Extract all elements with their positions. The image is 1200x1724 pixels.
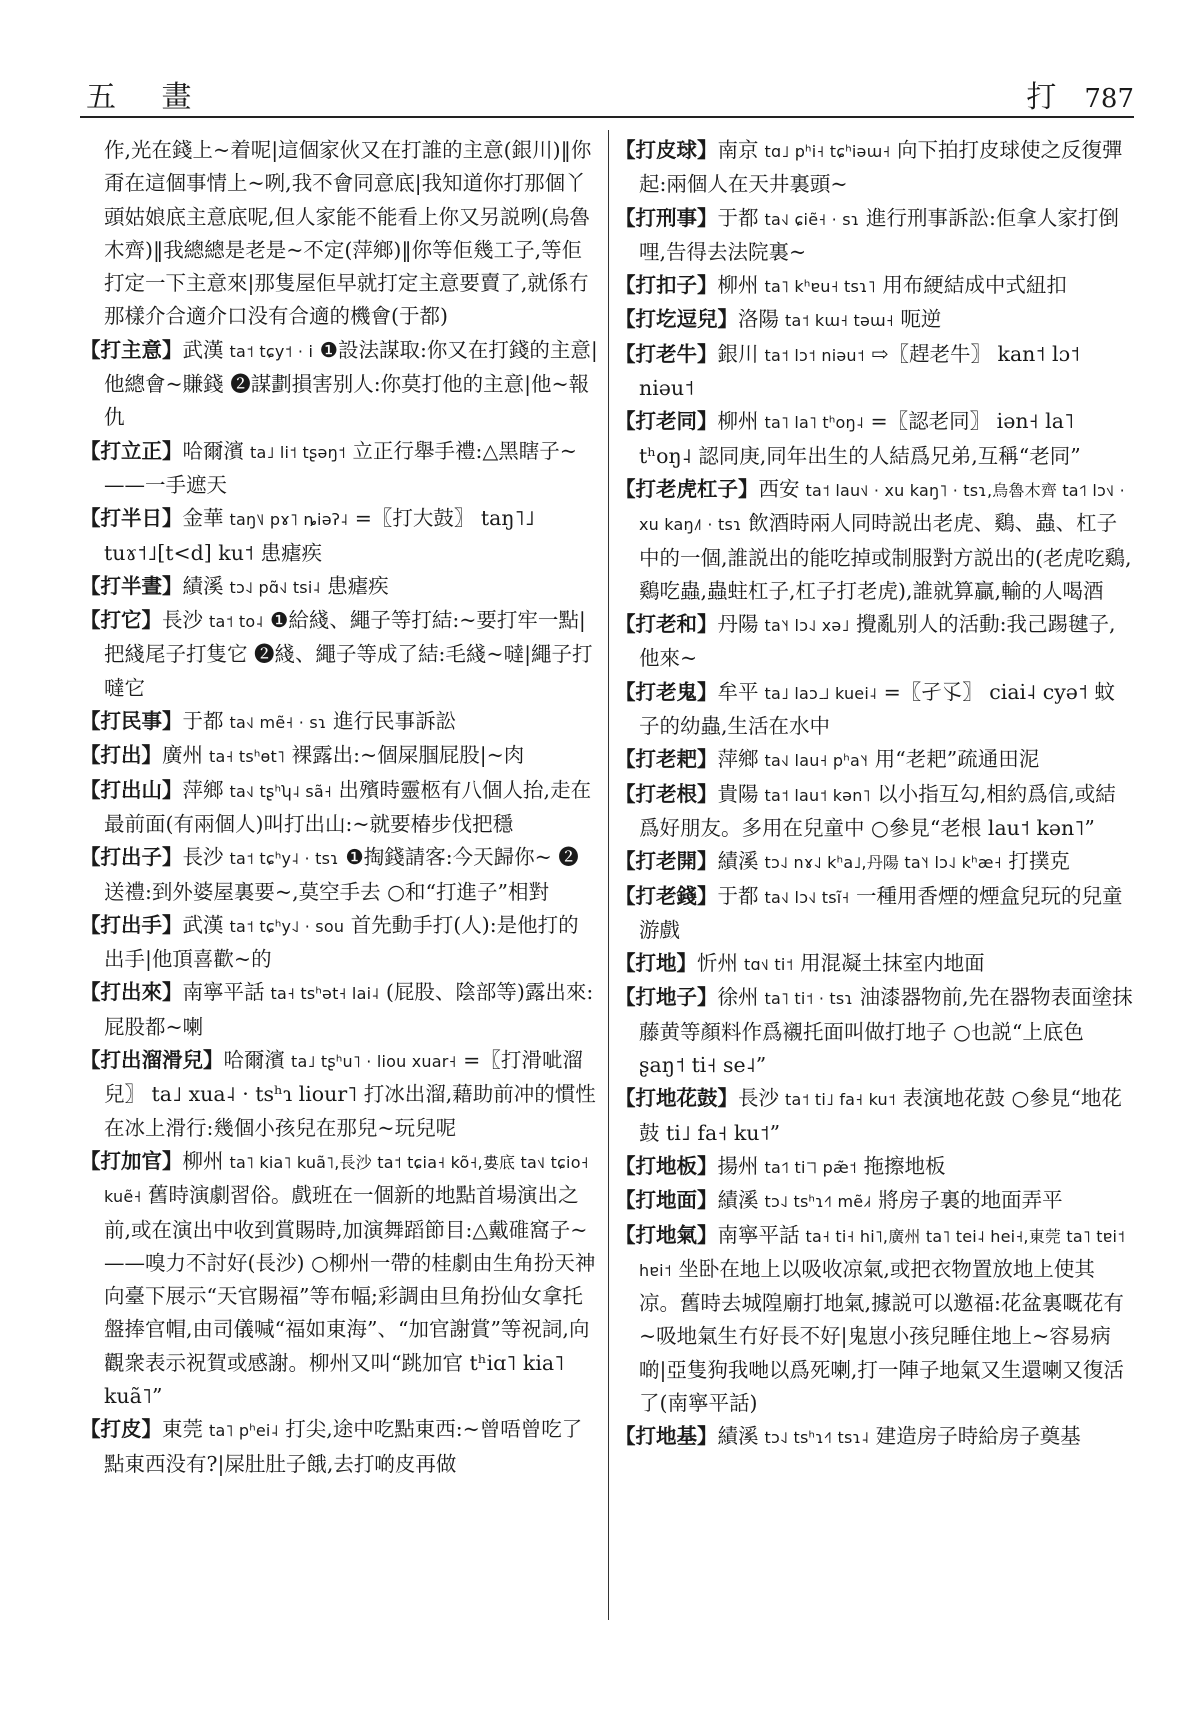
entry-definition: 打撲克 xyxy=(1001,849,1070,874)
entry-pronunciation: tɔ˨˩ tsʰɿ˧˥ tsɿ˨ xyxy=(764,1428,870,1448)
entry-pronunciation: ta˧˩ tʂʰʮ˨ sã˧ xyxy=(229,781,333,801)
entry-headword: 【打刑事】 xyxy=(615,205,718,230)
entry-definition: 出殯時靈柩有八個人抬,走在最前面(有兩個人)叫打出山:~就要椿步伐把穩 xyxy=(104,777,592,836)
entry-headword: 【打半日】 xyxy=(80,506,183,531)
dictionary-entry xyxy=(80,334,598,435)
entry-headword: 【打主意】 xyxy=(80,337,183,362)
entry-pronunciation: taŋ˥˩ pɤ˥ ȵiəʔ˨ xyxy=(229,510,349,530)
entry-headword: 【打半晝】 xyxy=(80,573,183,598)
entry-headword: 【打出手】 xyxy=(80,912,183,937)
entry-pronunciation: ta˦ ti˩ fa˧ ku˦ xyxy=(785,1090,896,1110)
entry-location: 貴陽 xyxy=(717,781,759,806)
entry-pronunciation: ta˥ ti˦ · tsɿ xyxy=(764,989,854,1009)
entry-location: 績溪 xyxy=(717,849,759,874)
entry-location: 柳州 xyxy=(182,1148,224,1173)
entry-location: 武漢 xyxy=(182,337,224,362)
entry-location: 萍鄉 xyxy=(182,777,224,802)
entry-pronunciation: ta˩ tʂʰu˥ · liou xuar˧ xyxy=(291,1052,457,1072)
dictionary-entry xyxy=(80,705,598,739)
dictionary-entry xyxy=(615,1184,1133,1218)
entry-pronunciation: ta˧˩ ɕiẽ˧ · sɿ xyxy=(764,209,860,229)
entry-pronunciation: ta˦˥ ti˥˥ pæ̃˦ xyxy=(764,1157,858,1177)
entry-headword: 【打老開】 xyxy=(615,849,718,874)
entry-definition: =〖打大鼓〗 taŋ˥˩ tuɤ˦˩[t<d] ku˦ 患瘧疾 xyxy=(104,506,535,565)
entry-definition: 油漆器物前,先在器物表面塗抹藤黄等顏料作爲襯托面叫做打地子 ○也説“上底色 ʂaŋ˦ ti˧ se˨” xyxy=(639,985,1133,1078)
entry-location: 柳州 xyxy=(717,409,759,434)
dictionary-entry xyxy=(615,947,1133,981)
dictionary-entry xyxy=(80,739,598,773)
entry-location: 南寧平話 xyxy=(717,1222,800,1247)
dictionary-entry xyxy=(615,1420,1133,1454)
dictionary-entry xyxy=(615,405,1133,473)
entry-location: 金華 xyxy=(182,506,224,531)
entry-location: 長沙 xyxy=(738,1086,779,1111)
entry-pronunciation: tɔ˨˩ pɑ̃˧˩ tsi˨ xyxy=(229,577,321,597)
entry-headword: 【打地子】 xyxy=(615,985,718,1010)
entry-location: 西安 xyxy=(758,476,800,501)
entry-pronunciation: ta˧˩ mẽ˧ · sɿ xyxy=(229,713,327,733)
entry-pronunciation: tɑ˩ pʰi˧ tɕʰiəɯ˧ xyxy=(764,142,891,161)
entry-headword: 【打民事】 xyxy=(80,709,183,734)
dictionary-entry xyxy=(615,1150,1133,1184)
dictionary-entry xyxy=(80,774,598,842)
entry-definition: 患瘧疾 xyxy=(320,573,389,598)
entry-definition: 攪亂别人的活動:我己踢毽子,他來~ xyxy=(639,612,1116,671)
entry-headword: 【打老錢】 xyxy=(615,883,718,908)
section-title: 五 畫 xyxy=(86,80,210,115)
dictionary-entry xyxy=(615,473,1133,608)
head-character: 打 xyxy=(1026,80,1057,115)
entry-headword: 【打地氣】 xyxy=(615,1222,718,1247)
entry-location: 徐州 xyxy=(717,985,759,1010)
entry-location: 哈爾濱 xyxy=(182,438,244,463)
entry-definition: 坐卧在地上以吸收凉氣,或把衣物置放地上使其凉。舊時去城隍廟打地氣,據説可以邀福:花盆裏嘅花有~吸地氣生冇好長不好|鬼崽小孩兒睡住地上~容易病啲|亞隻狗我哋以爲死喇,打一陣子地氣又生還喇又復活了(南寧平話) xyxy=(639,1256,1124,1415)
entry-headword: 【打圪逗兒】 xyxy=(615,307,738,332)
entry-headword: 【打老同】 xyxy=(615,409,718,434)
entry-definition: 舊時演劇習俗。戲班在一個新的地點首場演出之前,或在演出中收到賞賜時,加演舞蹈節目:△戴碓窩子~——嗅力不討好(長沙) ○柳州一帶的桂劇由生角扮天神向臺下展示“天官賜福”等布幅;彩調由旦角扮仙女拿托盤捧官帽,由司儀喊“福如東海”、“加官謝賞”等祝詞,向觀衆表示祝賀或感謝。柳州又叫“跳加官 tʰiɑ˥ kia˥ kuã˥” xyxy=(104,1183,596,1408)
dictionary-entry xyxy=(80,976,598,1044)
entry-definition: 用“老耙”疏通田泥 xyxy=(868,747,1040,772)
entry-pronunciation: tɔ˨˩ nɤ˨˩ kʰa˩,丹陽 ta˥˧ lɔ˨˩ kʰæ˧ xyxy=(764,853,1002,873)
dictionary-entry xyxy=(615,676,1133,744)
entry-definition: 用混凝土抹室内地面 xyxy=(793,951,985,976)
entry-definition: 用布綆結成中式紐扣 xyxy=(875,273,1067,298)
entry-headword: 【打出山】 xyxy=(80,777,183,802)
entry-headword: 【打出】 xyxy=(80,743,162,768)
entry-pronunciation: ta˥ kʰɐu˧ tsɿ˥ xyxy=(764,277,876,297)
entry-location: 績溪 xyxy=(717,1424,759,1449)
entry-definition: 向下拍打皮球使之反復彈起:兩個人在天井裏頭~ xyxy=(639,138,1123,197)
entry-location: 南寧平話 xyxy=(182,980,265,1005)
dictionary-entry xyxy=(615,608,1133,676)
entry-definition: 將房子裏的地面弄平 xyxy=(871,1188,1063,1213)
left-column xyxy=(80,134,598,1634)
dictionary-entry xyxy=(615,880,1133,948)
entry-location: 忻州 xyxy=(697,951,738,976)
entry-pronunciation: ta˧ tsʰət˧ lai˨ xyxy=(270,984,380,1004)
entry-pronunciation: ta˧˩ lau˧ pʰa˥˧ xyxy=(764,751,869,771)
entry-location: 東莞 xyxy=(162,1417,203,1442)
entry-location: 廣州 xyxy=(162,743,203,768)
entry-pronunciation: ta˥ la˥ tʰoŋ˨ xyxy=(764,413,864,433)
entry-location: 武漢 xyxy=(182,912,224,937)
left-entry-list xyxy=(80,334,598,1481)
dictionary-entry xyxy=(615,134,1133,202)
entry-headword: 【打出來】 xyxy=(80,980,183,1005)
entry-pronunciation: ta˦ tɕy˦ · i xyxy=(229,341,314,361)
dictionary-entry xyxy=(80,1145,598,1413)
entry-location: 洛陽 xyxy=(738,307,779,332)
entry-definition: 裸露出:~個屎腘屁股|~肉 xyxy=(285,743,525,768)
column-divider xyxy=(608,130,609,1620)
entry-definition: 飲酒時兩人同時説出老虎、鷄、蟲、杠子中的一個,誰説出的能吃掉或制服對方説出的(老虎吃鷄,鷄吃蟲,蟲蛀杠子,杠子打老虎),誰就算贏,輸的人喝酒 xyxy=(639,511,1132,603)
dictionary-entry xyxy=(615,1219,1133,1421)
entry-location: 丹陽 xyxy=(717,612,759,637)
entry-headword: 【打地板】 xyxy=(615,1153,718,1178)
entry-definition: 以小指互勾,相約爲信,或結爲好朋友。多用在兒童中 ○參見“老根 lau˦ kən˥” xyxy=(639,781,1116,840)
entry-pronunciation: ta˧ tsʰɵt˥ xyxy=(209,747,286,767)
entry-location: 績溪 xyxy=(717,1188,759,1213)
dictionary-entry xyxy=(615,202,1133,270)
entry-pronunciation: tɑ˦˩ ti˦ xyxy=(744,955,794,975)
entry-location: 績溪 xyxy=(182,573,224,598)
entry-definition: ❶給綫、繩子等打結:~要打牢一點|把綫尾子打隻它 ❷綫、繩子等成了結:毛綫~噠|繩子打噠它 xyxy=(104,608,593,700)
entry-headword: 【打皮球】 xyxy=(615,138,718,162)
entry-headword: 【打老虎杠子】 xyxy=(615,476,759,501)
entry-headword: 【打地】 xyxy=(615,951,697,976)
entry-headword: 【打出溜滑兒】 xyxy=(80,1048,224,1073)
entry-definition: =〖孑孓〗 ciai˨ cyə˦ 蚊子的幼蟲,生活在水中 xyxy=(639,679,1116,739)
entry-headword: 【打地基】 xyxy=(615,1424,718,1449)
entry-location: 牟平 xyxy=(717,679,759,704)
dictionary-entry xyxy=(80,1044,598,1145)
entry-headword: 【打立正】 xyxy=(80,438,183,463)
dictionary-entry xyxy=(615,338,1133,406)
entry-definition: ❶掏錢請客:今天歸你~ ❷送禮:到外婆屋裏要~,莫空手去 ○和“打進子”相對 xyxy=(104,845,579,904)
entry-definition: 建造房子時給房子奠基 xyxy=(869,1424,1081,1449)
dictionary-entry xyxy=(80,502,598,570)
page-header xyxy=(80,72,1134,115)
dictionary-entry xyxy=(80,1413,598,1481)
dictionary-entry xyxy=(615,303,1133,337)
page-number: 787 xyxy=(1084,84,1134,114)
entry-definition: 呃逆 xyxy=(893,307,942,332)
entry-location: 揚州 xyxy=(717,1153,759,1178)
entry-headword: 【打加官】 xyxy=(80,1148,183,1173)
entry-pronunciation: ta˧˩ lɔ˧˩ tsĩ˧ xyxy=(764,887,850,907)
continuation-text: 作,光在錢上~着呢|這個家伙又在打誰的主意(銀川)‖你甭在這個事情上~咧,我不會同意底|我知道你打那個丫頭姑娘底主意底呢,但人家能不能看上你又另説咧(烏魯木齊)‖我總總是老是~不定(萍鄉)‖你等佢幾工子,等佢打定一下主意來|那隻屋佢早就打定主意要賣了,就係冇那樣介合適介口没有合適的機會(于都) xyxy=(104,138,592,329)
entry-location: 哈爾濱 xyxy=(223,1048,285,1073)
dictionary-entry xyxy=(80,841,598,909)
entry-definition: =〖打滑呲溜兒〗 ta˩ xua˨ · tsʰɿ liour˥ 打冰出溜,藉助前冲的慣性在冰上滑行:幾個小孩兒在那兒~玩兒呢 xyxy=(104,1048,596,1140)
right-column xyxy=(615,134,1133,1634)
entry-definition: 一種用香煙的煙盒兒玩的兒童游戲 xyxy=(639,883,1123,942)
entry-location: 于都 xyxy=(182,709,224,734)
entry-definition: 立正行舉手禮:△黑瞎子~——一手遮天 xyxy=(104,438,577,497)
entry-pronunciation: ta˩ laɔ˩˩ kuei˨ xyxy=(764,683,878,703)
dictionary-entry xyxy=(615,269,1133,303)
entry-location: 長沙 xyxy=(162,608,203,633)
entry-headword: 【打老牛】 xyxy=(615,341,718,366)
entry-location: 萍鄉 xyxy=(717,747,759,772)
entry-location: 于都 xyxy=(717,205,759,230)
dictionary-entry xyxy=(615,845,1133,879)
entry-pronunciation: tɔ˨˩ tsʰɿ˧˥ mẽ˩˧ xyxy=(764,1192,872,1212)
entry-pronunciation: ta˥ kia˥ kuã˥,長沙 ta˦ tɕia˧ kõ˧,婁底 ta˦˩ tɕio˧ kuẽ˧ xyxy=(104,1152,589,1207)
dictionary-entry xyxy=(80,604,598,705)
entry-definition: ⇨〖趕老牛〗 kan˦ lɔ˦ niəu˦ xyxy=(639,341,1081,401)
dictionary-entry xyxy=(615,743,1133,777)
header-rule xyxy=(80,116,1134,118)
entry-location: 于都 xyxy=(717,883,759,908)
entry-pronunciation: ta˦ lau˦ kən˥ xyxy=(764,785,871,805)
entry-pronunciation: ta˦ to˨ xyxy=(209,612,264,632)
dictionary-entry xyxy=(80,570,598,604)
dictionary-entry xyxy=(615,981,1133,1082)
entry-pronunciation: ta˧ ti˧ hi˥,廣州 ta˥ tei˨ hei˧,東莞 ta˥ tɐi˦ hɐi˦ xyxy=(639,1226,1126,1280)
right-entry-list xyxy=(615,134,1133,1455)
entry-pronunciation: ta˦ tɕʰy˨˩ · sou xyxy=(229,916,345,936)
entry-pronunciation: ta˩ li˦ tʂəŋ˦ xyxy=(250,442,347,462)
entry-headword: 【打地面】 xyxy=(615,1188,718,1213)
entry-pronunciation: ta˦ kɯ˧ təɯ˧ xyxy=(785,311,894,331)
dictionary-entry xyxy=(80,435,598,503)
entry-pronunciation: ta˦ lɔ˦ niəu˦ xyxy=(764,345,865,365)
dictionary-entry xyxy=(615,1082,1133,1150)
entry-location: 柳州 xyxy=(717,273,759,298)
entry-headword: 【打地花鼓】 xyxy=(615,1086,738,1111)
dictionary-entry xyxy=(615,778,1133,846)
entry-definition: (屁股、陰部等)露出來:屁股都~喇 xyxy=(104,980,594,1039)
entry-definition: ❶設法謀取:你又在打錢的主意|他總會~賺錢 ❷謀劃損害别人:你莫打他的主意|他~報仇 xyxy=(104,337,598,430)
entry-headword: 【打扣子】 xyxy=(615,273,718,298)
entry-headword: 【打老耙】 xyxy=(615,747,718,772)
entry-headword: 【打老鬼】 xyxy=(615,679,718,704)
entry-definition: 進行民事訴訟 xyxy=(326,709,457,734)
entry-headword: 【打它】 xyxy=(80,608,162,633)
entry-definition: 進行刑事訴訟:佢拿人家打倒哩,告得去法院裏~ xyxy=(639,205,1119,264)
entry-location: 南京 xyxy=(717,138,759,162)
entry-pronunciation: ta˥ pʰei˨ xyxy=(209,1421,279,1441)
running-head xyxy=(1026,72,1134,116)
entry-headword: 【打皮】 xyxy=(80,1417,162,1442)
dictionary-entry xyxy=(80,909,598,977)
entry-definition: 首先動手打(人):是他打的出手|他頂喜歡~的 xyxy=(104,912,579,972)
entry-pronunciation: ta˥˧ lɔ˨˩ xə˩ xyxy=(764,616,850,636)
entry-definition: =〖認老同〗 iən˧ la˥ tʰoŋ˨ 認同庚,同年出生的人結爲兄弟,互稱“老同” xyxy=(639,409,1081,468)
entry-headword: 【打老根】 xyxy=(615,781,718,806)
entry-pronunciation: ta˦ tɕʰy˨ · tsɿ xyxy=(229,849,339,869)
entry-location: 長沙 xyxy=(182,845,224,870)
entry-definition: 打尖,途中吃點東西:~曾唔曾吃了點東西没有?|屎肚肚子餓,去打啲皮再做 xyxy=(104,1417,583,1476)
entry-definition: 拖擦地板 xyxy=(857,1153,946,1178)
entry-location: 銀川 xyxy=(717,341,759,366)
entry-pronunciation: ta˦ lau˦˩ · xu kaŋ˥ · tsɿ,烏魯木齊 ta˦˥ lɔ˦˩ · xu kaŋ˩˥ · tsɿ xyxy=(639,480,1125,535)
entry-headword: 【打出子】 xyxy=(80,845,183,870)
entry-definition: 表演地花鼓 ○參見“地花鼓 ti˩ fa˧ ku˦” xyxy=(639,1086,1122,1145)
entry-headword: 【打老和】 xyxy=(615,612,718,637)
